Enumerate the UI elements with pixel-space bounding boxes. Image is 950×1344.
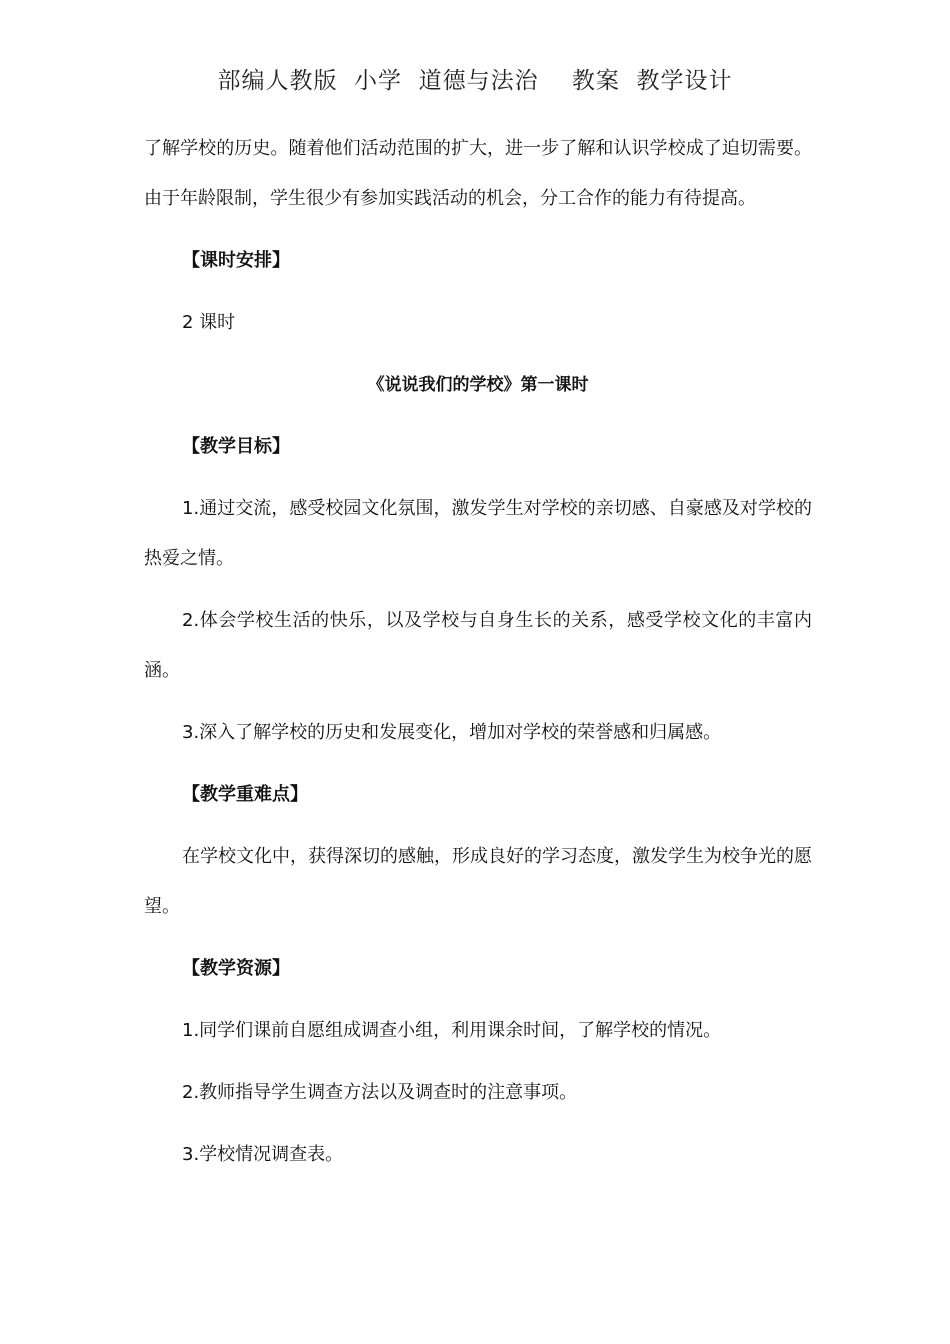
resource-item: 2.教师指导学生调查方法以及调查时的注意事项。 (182, 1082, 578, 1103)
page-header: 部编人教版 小学 道德与法治 教案 教学设计 (217, 68, 733, 94)
key-points-heading: 【教学重难点】 (182, 784, 308, 805)
schedule-heading: 【课时安排】 (182, 250, 290, 271)
key-points-text: 在学校文化中，获得深切的感触，形成良好的学习态度，激发学生为校争光的愿望。 (144, 846, 812, 917)
goal-item: 3.深入了解学校的历史和发展变化，增加对学校的荣誉感和归属感。 (182, 722, 722, 743)
goal-item: 1.通过交流，感受校园文化氛围，激发学生对学校的亲切感、自豪感及对学校的热爱之情。 (144, 498, 812, 569)
document-body (144, 124, 812, 1180)
schedule-text: 2 课时 (182, 312, 236, 333)
resource-item: 1.同学们课前自愿组成调查小组，利用课余时间，了解学校的情况。 (182, 1020, 722, 1041)
resources-heading: 【教学资源】 (182, 958, 290, 979)
intro-paragraph: 了解学校的历史。随着他们活动范围的扩大，进一步了解和认识学校成了迫切需要。由于年龄限制，学生很少有参加实践活动的机会，分工合作的能力有待提高。 (144, 138, 812, 209)
goals-heading: 【教学目标】 (182, 436, 290, 457)
resource-item: 3.学校情况调查表。 (182, 1144, 344, 1165)
lesson-title: 《说说我们的学校》第一课时 (367, 375, 589, 395)
goal-item: 2.体会学校生活的快乐，以及学校与自身生长的关系，感受学校文化的丰富内涵。 (144, 610, 812, 681)
